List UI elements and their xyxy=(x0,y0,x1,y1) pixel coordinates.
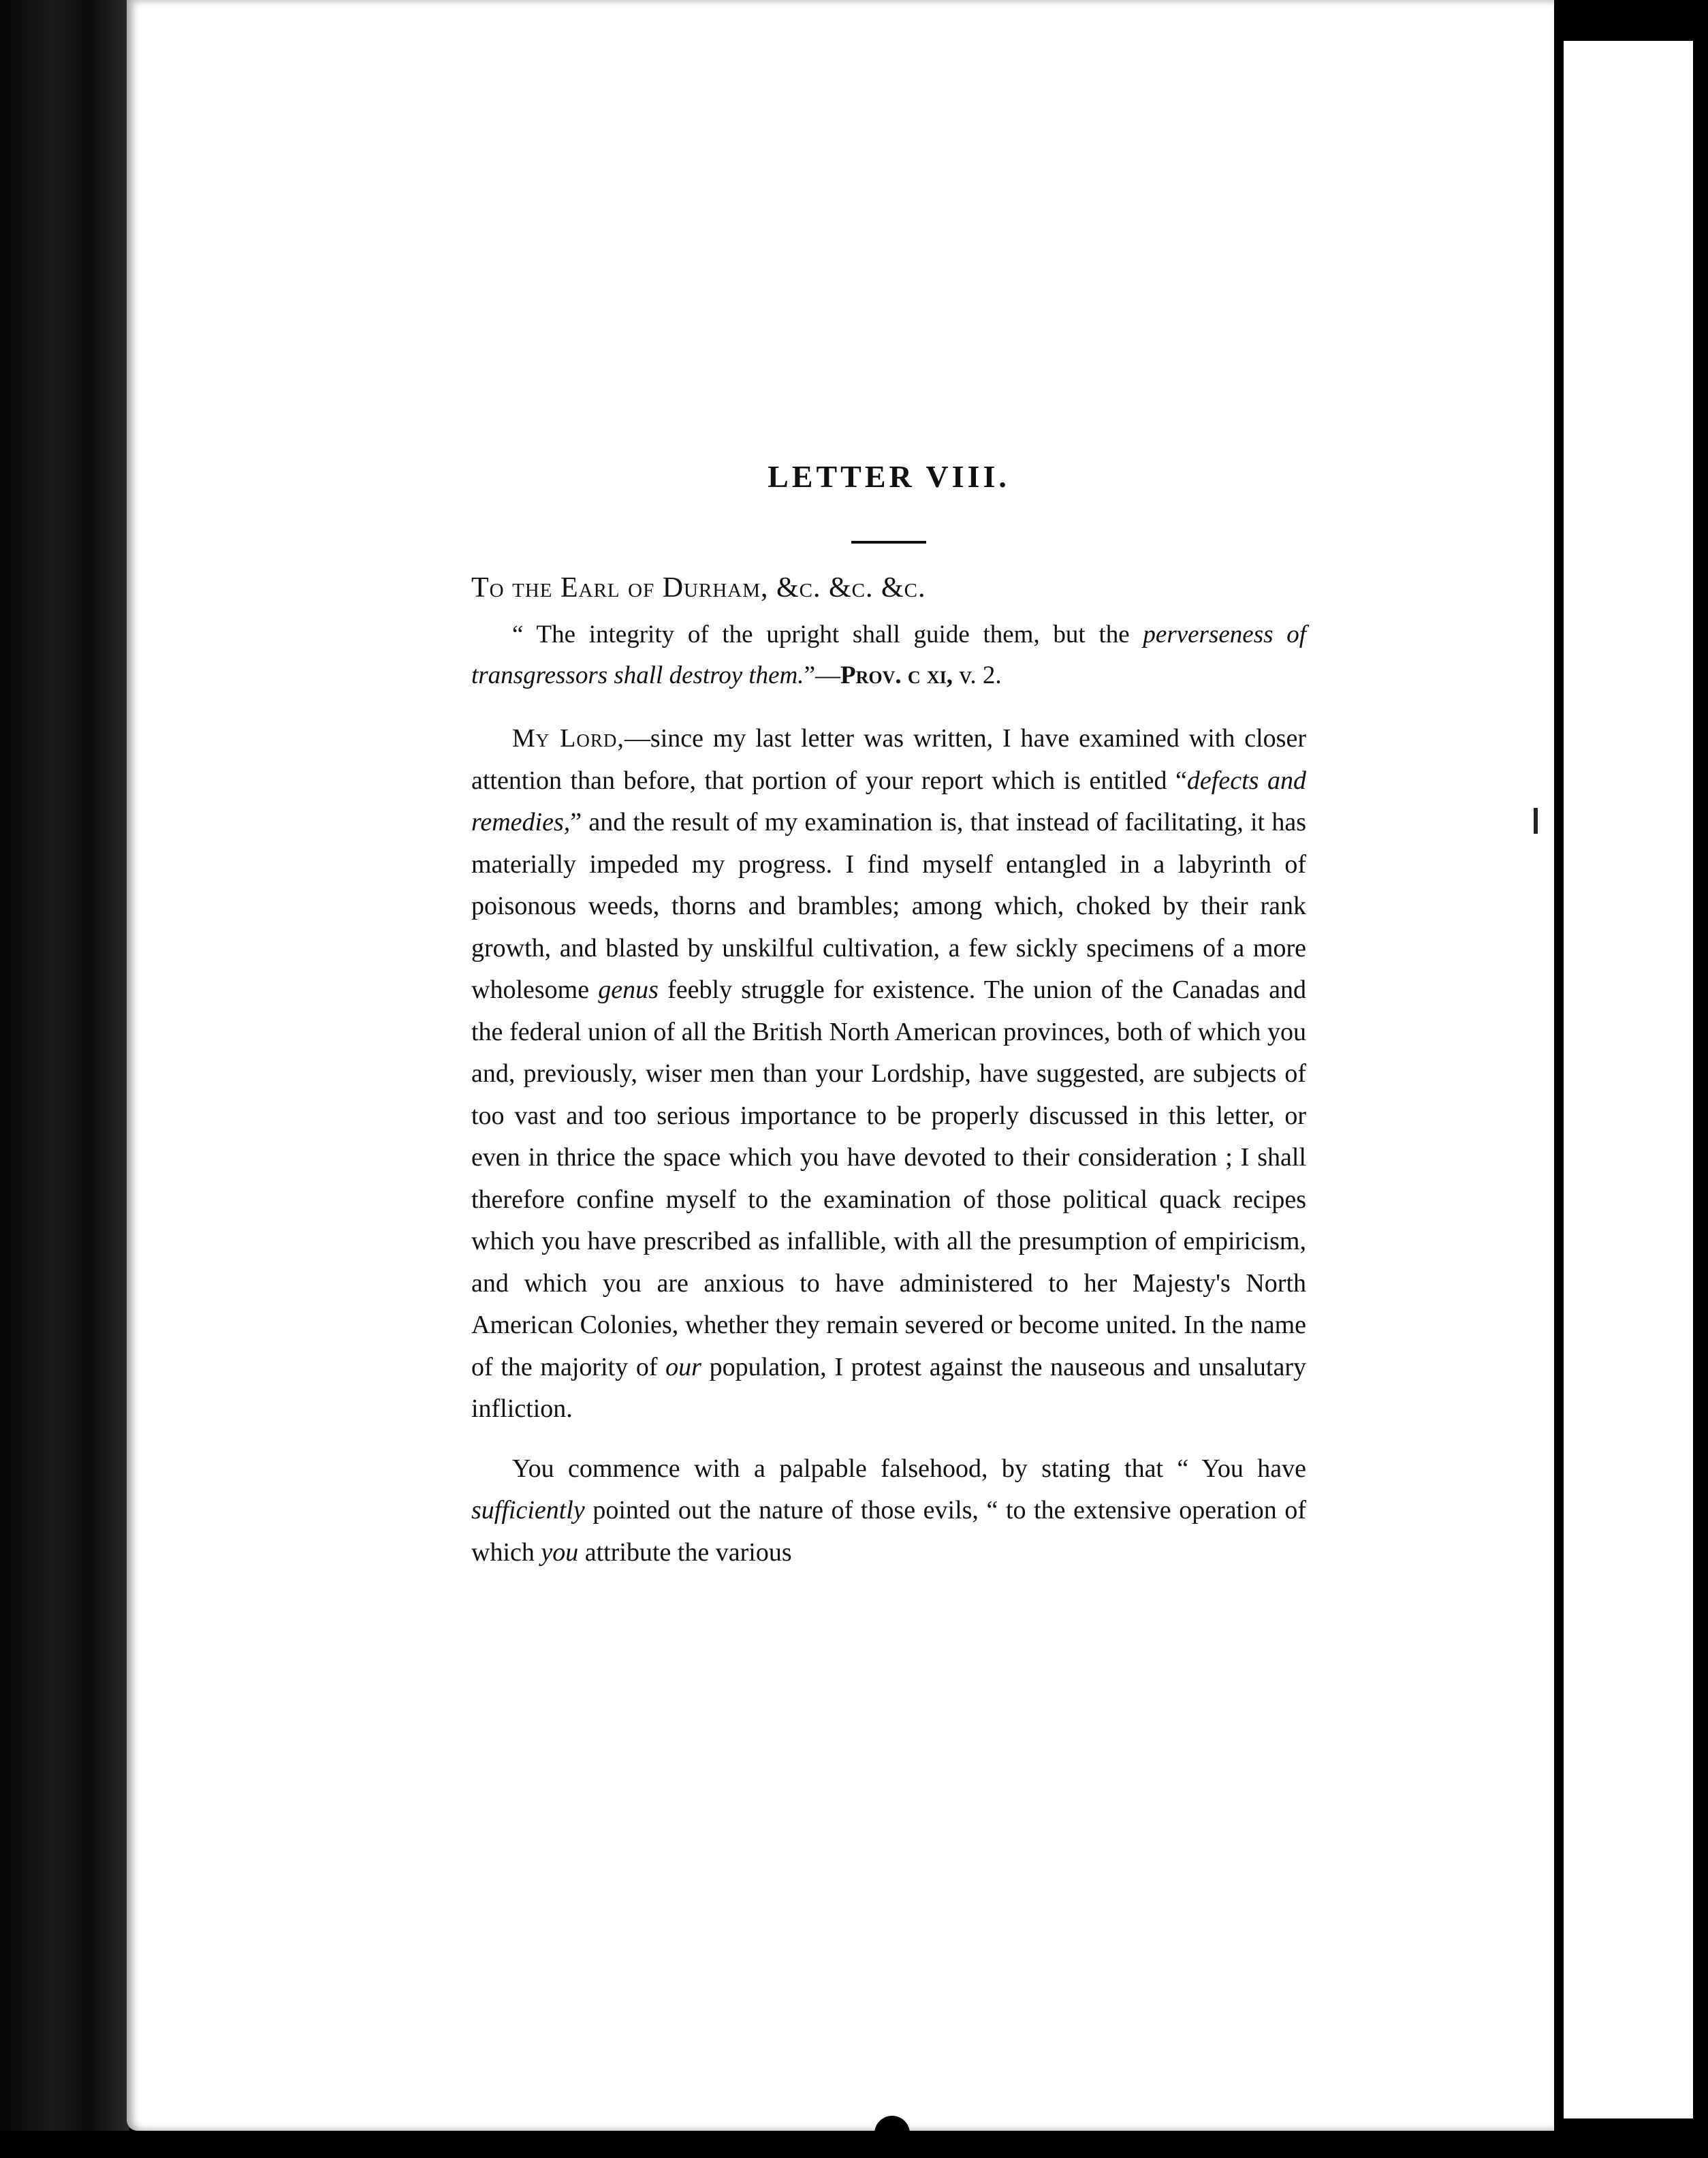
paragraph-1-text: feebly struggle for existence. The union of the Canadas and the federal union of all the British North American provinces, both of which you and, previously, wiser men than your Lordship, have suggested, are subjects of too vast and too serious importance to be properly discussed in this letter, or even in thrice the space which you have devoted to their consideration ; I shall therefore confine myself to the examination of those political quack recipes which you have prescribed as infallible, with all the presumption of empiricism, and which you are anxious to have administered to her Majesty's North American Colonies, whether they remain severed or become united. In the name of the majority of xyxy=(471,975,1307,1381)
paragraph-1-italic: genus xyxy=(598,975,659,1004)
facing-page-margin xyxy=(1564,41,1693,2118)
paragraph-1-italic: defects and remedies, xyxy=(471,766,1306,836)
paragraph-1-italic: our xyxy=(665,1352,701,1381)
paragraph-2-italic: sufficiently xyxy=(471,1496,585,1524)
epigraph-quote: “ The integrity of the upright shall guide them, but the xyxy=(512,621,1130,648)
salutation: To the Earl of Durham, &c. &c. &c. xyxy=(471,572,926,604)
margin-mark xyxy=(1534,808,1538,834)
ink-blot xyxy=(874,2116,910,2151)
paragraph-2-italic: you xyxy=(541,1537,579,1567)
page-edge xyxy=(1554,27,1564,2112)
epigraph xyxy=(471,614,1306,696)
paragraph-2 xyxy=(471,1448,1306,1574)
paragraph-1-opening: My Lord, xyxy=(512,724,624,753)
paragraph-1 xyxy=(471,718,1306,1430)
epigraph-reference: Prov. c xi, xyxy=(840,661,953,689)
paragraph-2-text: pointed out the nature of those evils, “ to the extensive operation of which xyxy=(471,1496,1306,1567)
title-rule xyxy=(851,541,926,544)
epigraph-quote-italic: perverseness of transgressors shall destroy them. xyxy=(471,621,1307,689)
scan-bottom-border xyxy=(0,2131,1708,2158)
epigraph-verse: v. 2. xyxy=(959,661,1002,689)
paragraph-1-text: —since my last letter was written, I have examined with closer attention than before, that portion of your report which is entitled “ xyxy=(471,724,1306,795)
paragraph-1-text: population, I protest against the nauseous and unsalutary infliction. xyxy=(471,1352,1306,1423)
epigraph-quote-close: ”— xyxy=(804,661,840,689)
paragraph-1-text: ” and the result of my examination is, that instead of facilitating, it has materially impeded my progress. I find myself entangled in a labyrinth of poisonous weeds, thorns and brambles; among which, choked by their rank growth, and blasted by unskilful cultivation, a few sickly specimens of a more wholesome xyxy=(471,808,1306,1004)
letter-title: LETTER VIII. xyxy=(768,459,1010,494)
paragraph-2-text: attribute the various xyxy=(578,1537,792,1567)
paragraph-2-text: You commence with a palpable falsehood, by stating that “ You have xyxy=(512,1454,1306,1483)
book-spine xyxy=(0,0,129,2158)
letter-body xyxy=(471,456,1306,1574)
